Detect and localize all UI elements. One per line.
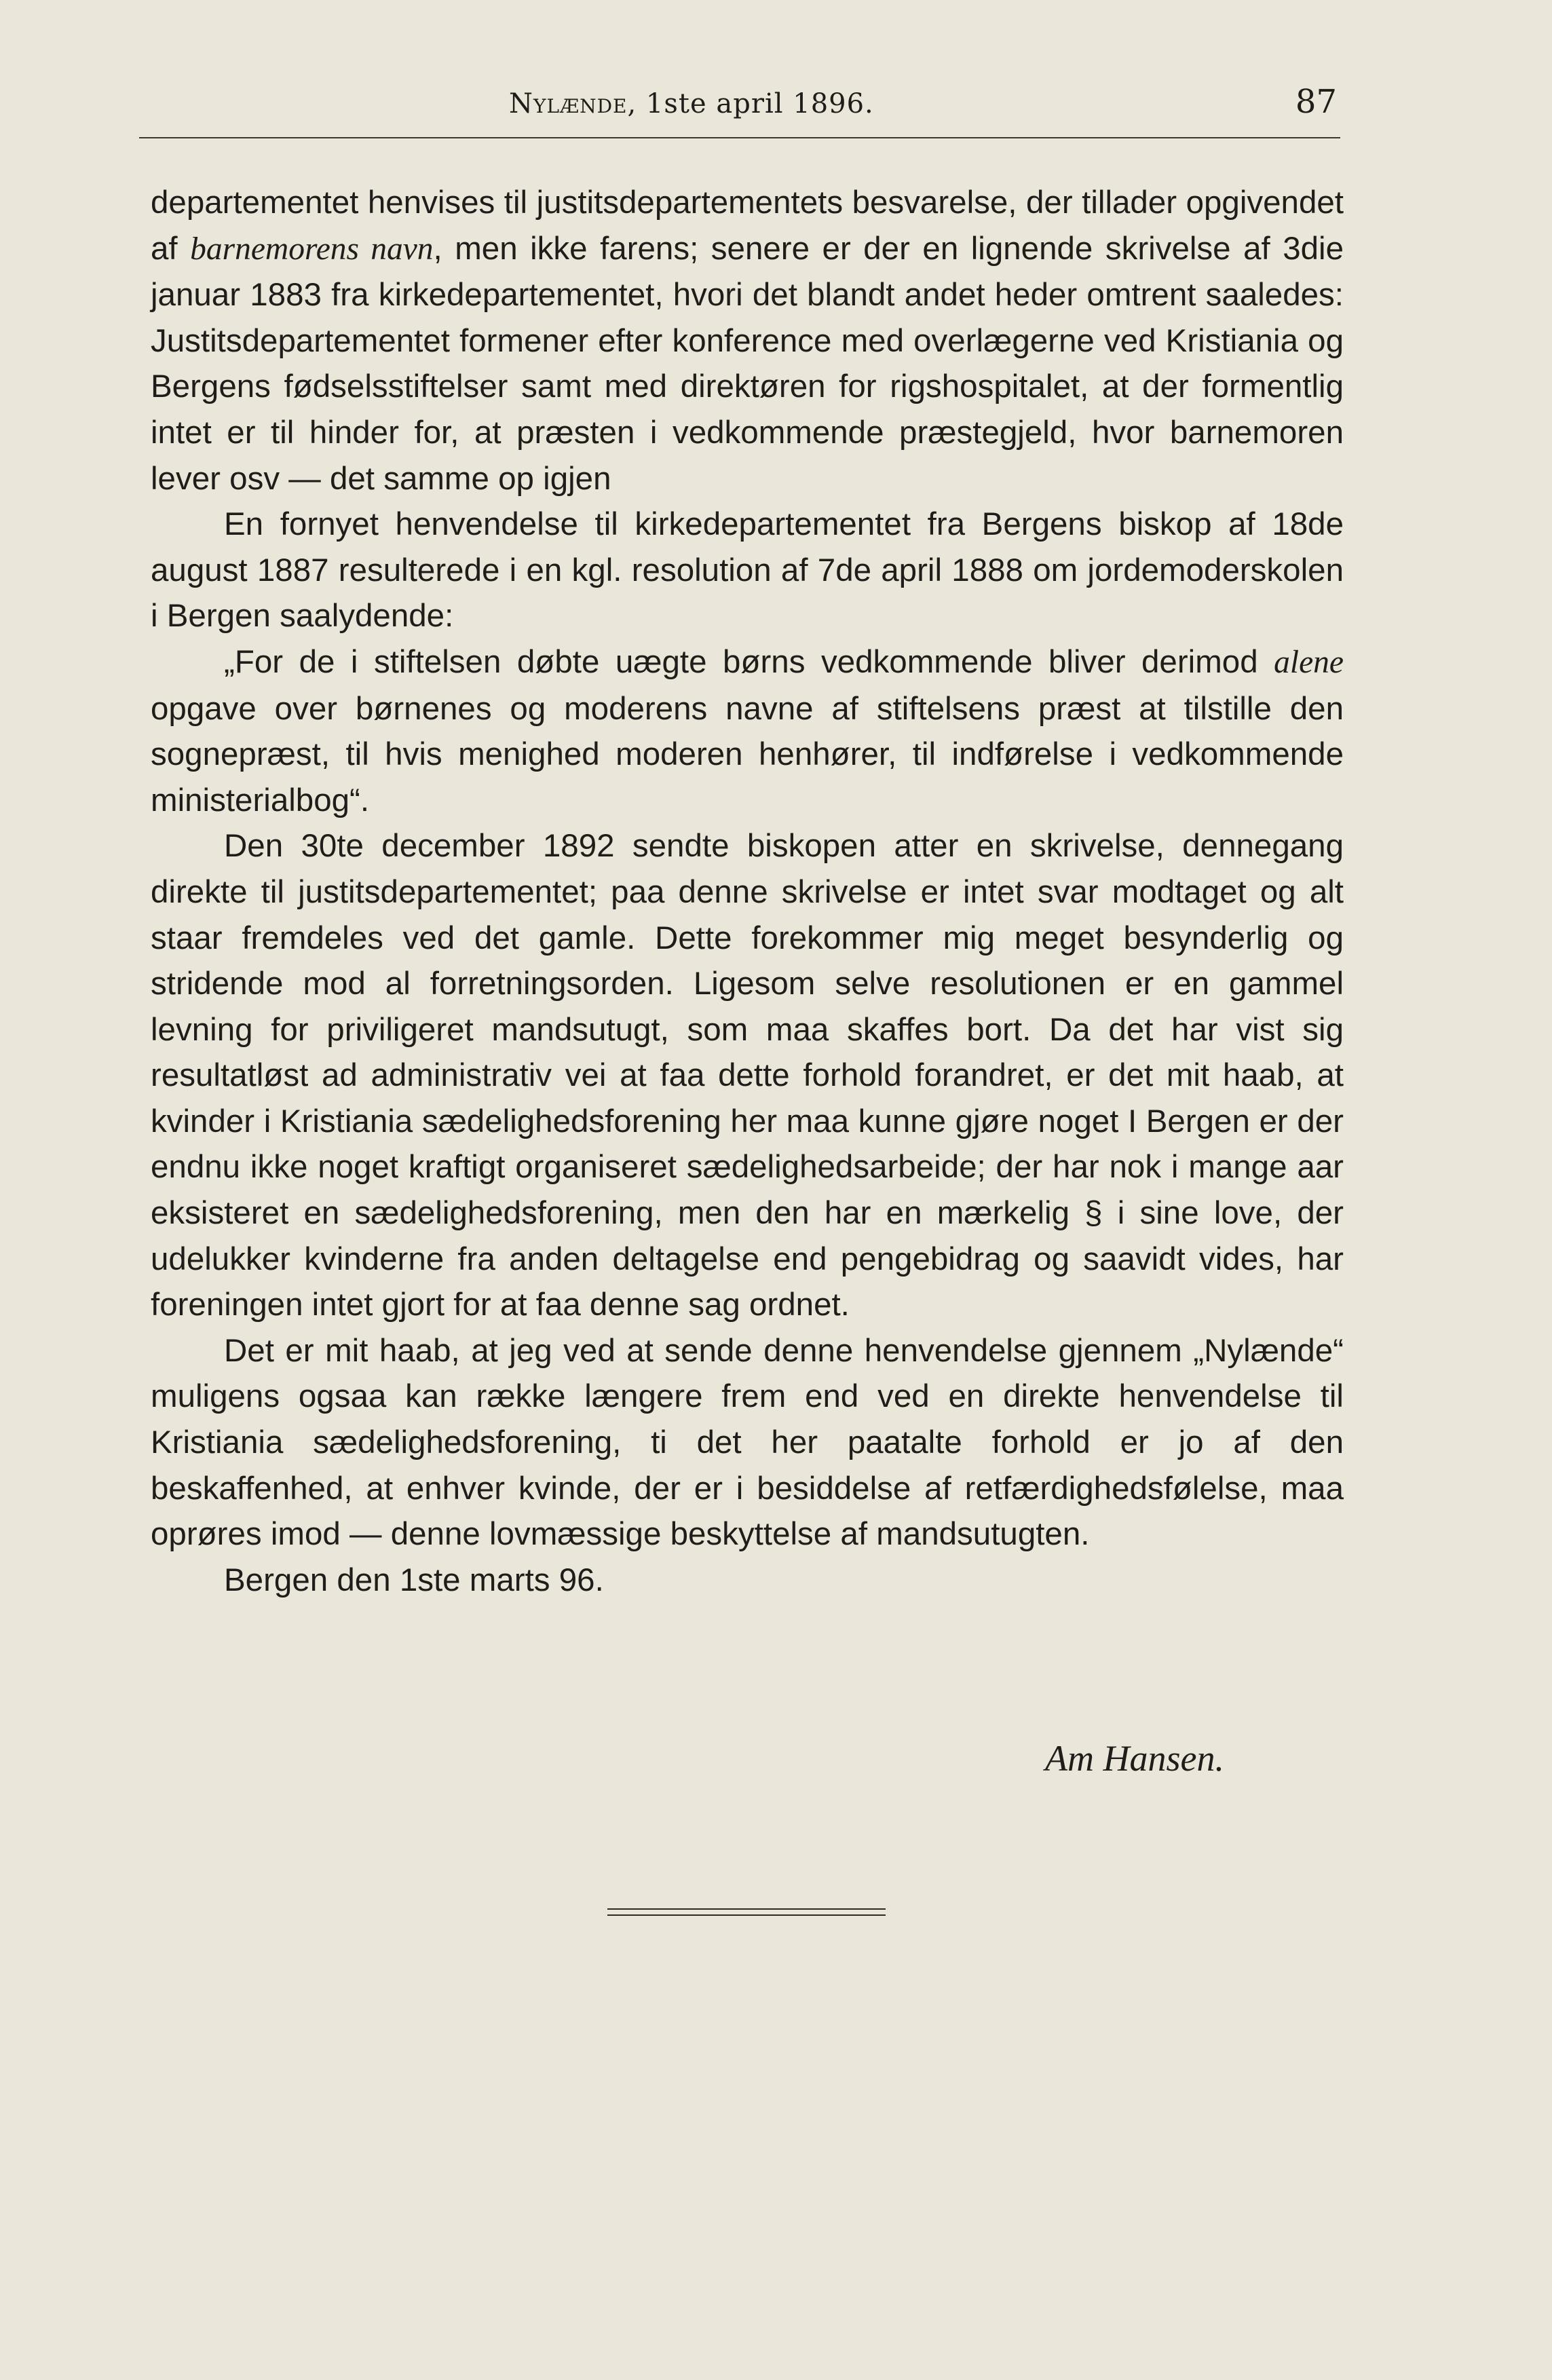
issue-date: , 1ste april 1896. — [627, 88, 874, 119]
quoted-resolution — [151, 639, 1344, 823]
date-line: Bergen den 1ste marts 96. — [224, 1562, 604, 1598]
signature: Am Hansen. — [1045, 1738, 1224, 1779]
quote-text-a: „For de i stiftelsen døbte uægte børns vedkommende bliver derimod — [224, 643, 1274, 680]
header-rule — [139, 137, 1340, 138]
paragraph-5: Det er mit haab, at jeg ved at sende denne henvendelse gjennem „Nylænde“ muligens ogsaa kan række længere frem end ved en direkte henvendelse til Kristiania sædelighedsforening, ti det her paatalte forhold er jo af den beskaffenhed, at enhver kvinde, der er i besiddelse af retfærdighedsfølelse, maa oprøres imod — denne lovmæssige beskyttelse af mandsutugten. — [151, 1332, 1344, 1553]
paragraph-1-text-b: , men ikke farens; senere er der en lignende skrivelse af 3die januar 1883 fra kirkedepartementet, hvori det blandt andet heder omtrent saaledes: Justitsdepartementet formener efter konference med overlægerne ved Kristiania og Bergens fødselsstiftelser samt med direktøren for rigshospitalet, at der formentlig intet er til hinder for, at præsten i vedkommende præstegjeld, hvor barnemoren lever osv — det samme op igjen — [151, 230, 1344, 497]
article-body — [151, 180, 1344, 1603]
paragraph-1-text-a: departementet henvises til justitsdepartementets besvarelse, der tillader opgivendet af — [151, 185, 1344, 267]
paragraph-4: Den 30te december 1892 sendte biskopen atter en skrivelse, dennegang direkte til justitsdepartementet; paa denne skrivelse er intet svar modtaget og alt staar fremdeles ved det gamle. Dette forekommer mig meget besynderlig og stridende mod al forretningsorden. Ligesom selve resolutionen er en gammel levning for priviligeret mandsutugt, som maa skaffes bort. Da det har vist sig resultatløst ad administrativ vei at faa dette forhold forandret, er det mit haab, at kvinder i Kristiania sædelighedsforening her maa kunne gjøre noget I Bergen er der endnu ikke noget kraftigt organiseret sædelighedsarbeide; der har nok i mange aar eksisteret en sædelighedsforening, men den har en mærkelig § i sine love, der udelukker kvinderne fra anden deltagelse end pengebidrag og saavidt vides, har foreningen intet gjort for at faa denne sag ordnet. — [151, 828, 1344, 1323]
paragraph-2: En fornyet henvendelse til kirkedepartementet fra Bergens biskop af 18de august 1887 resulterede i en kgl. resolution af 7de april 1888 om jordemoderskolen i Bergen saalydende: — [151, 506, 1344, 635]
section-divider — [607, 1908, 886, 1916]
running-header — [139, 83, 1340, 143]
quote-text-b: opgave over børnenes og moderens navne af stiftelsens præst at tilstille den sognepræst, til hvis menighed moderen henhører, til indførelse i vedkommende ministerialbog“. — [151, 690, 1344, 818]
paragraph-1-emphasis: barnemorens navn — [190, 231, 434, 267]
paragraph-1 — [151, 180, 1344, 502]
journal-name: Nylænde — [509, 88, 628, 119]
header-title — [509, 88, 874, 119]
page-number: 87 — [1295, 83, 1337, 121]
quote-emphasis: alene — [1274, 644, 1344, 680]
